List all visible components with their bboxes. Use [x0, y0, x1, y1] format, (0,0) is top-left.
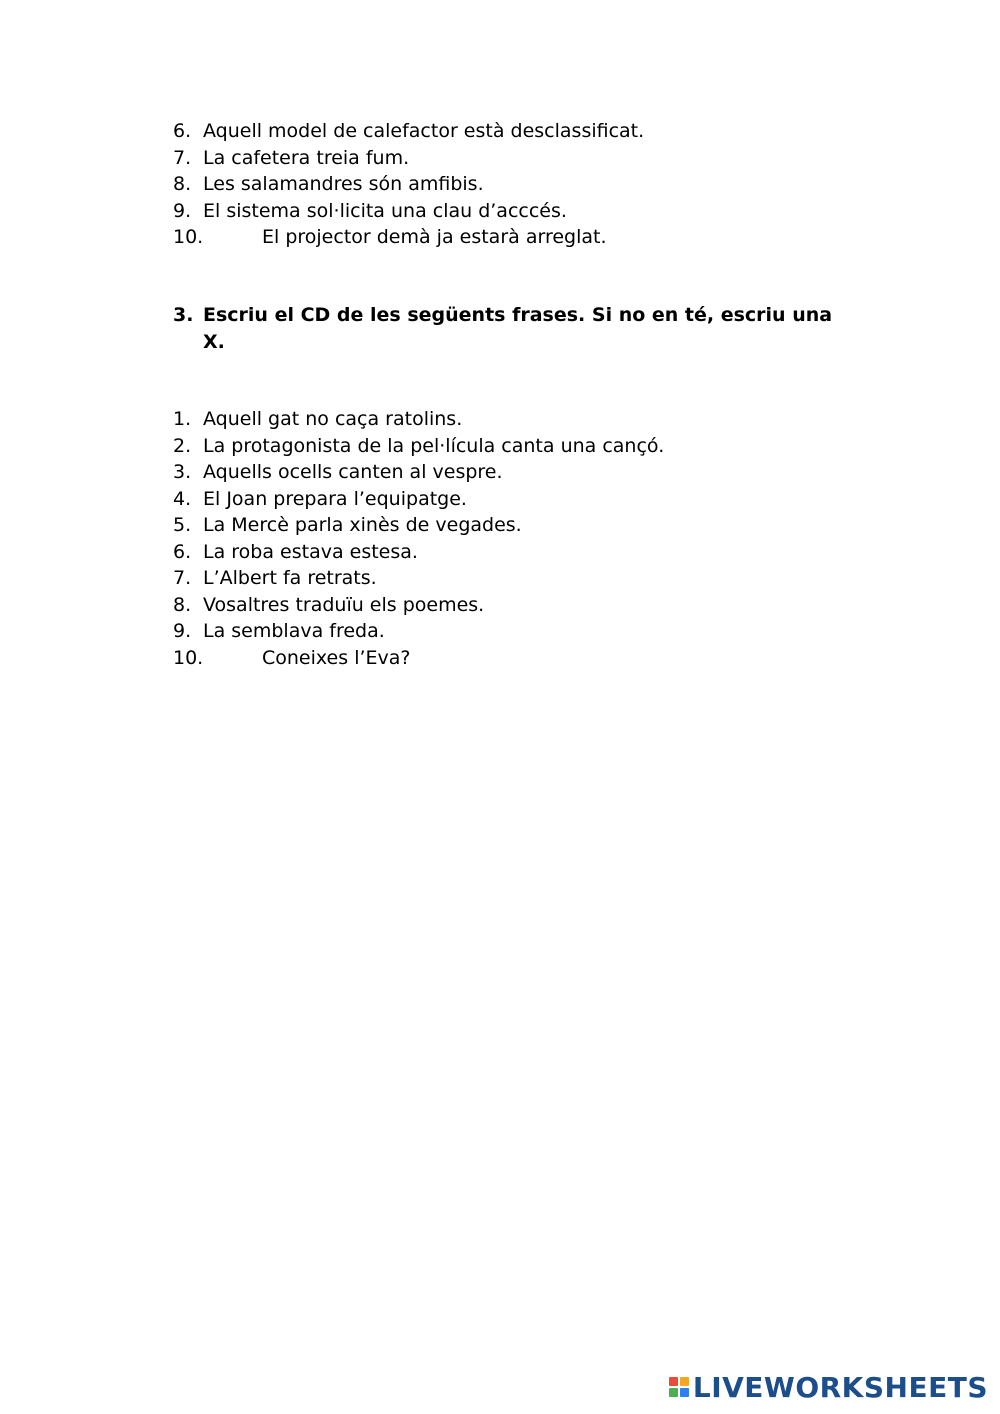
logo-square-green [669, 1388, 678, 1397]
item-text: La cafetera treia fum. [203, 146, 410, 169]
sentence-list-previous [173, 118, 644, 251]
list-item [173, 171, 644, 198]
logo-squares-icon [669, 1377, 689, 1397]
list-item [173, 592, 664, 619]
list-item [173, 618, 664, 645]
logo-square-orange [680, 1377, 689, 1386]
item-text: La protagonista de la pel·lícula canta una cançó. [203, 434, 665, 457]
liveworksheets-logo [669, 1370, 988, 1404]
logo-square-blue [680, 1388, 689, 1397]
item-number: 8. [173, 593, 192, 616]
item-text: La roba estava estesa. [203, 540, 418, 563]
item-text: El projector demà ja estarà arreglat. [262, 226, 607, 248]
item-text: Aquells ocells canten al vespre. [203, 461, 503, 483]
item-text: Les salamandres són amfibis. [203, 173, 484, 195]
item-number: 6. [173, 120, 192, 142]
item-number: 9. [173, 620, 192, 642]
item-number: 6. [173, 540, 192, 563]
sentence-list-exercise-3 [173, 406, 664, 671]
list-item [173, 539, 664, 566]
item-text: El Joan prepara l’equipatge. [203, 487, 467, 510]
logo-text: LIVEWORKSHEETS [692, 1370, 988, 1404]
list-item [173, 406, 664, 433]
item-text: L’Albert fa retrats. [203, 567, 377, 589]
exercise-number: 3. [173, 304, 194, 326]
item-number: 3. [173, 461, 192, 483]
item-number: 1. [173, 408, 192, 430]
list-item [173, 486, 664, 513]
item-text: Aquell model de calefactor està desclassificat. [203, 120, 645, 142]
list-item [173, 512, 664, 539]
item-number: 5. [173, 514, 192, 536]
list-item [173, 459, 664, 486]
item-text: El sistema sol·licita una clau d’acccés. [203, 199, 567, 222]
logo-square-red [669, 1377, 678, 1386]
list-item [173, 645, 664, 672]
list-item [173, 433, 664, 460]
list-item [173, 224, 644, 251]
list-item [173, 198, 644, 225]
item-number: 7. [173, 567, 192, 589]
item-number: 2. [173, 434, 192, 457]
exercise-heading [173, 302, 853, 356]
item-text: Aquell gat no caça ratolins. [203, 408, 463, 430]
item-text: Coneixes l’Eva? [262, 646, 411, 669]
item-number: 9. [173, 199, 192, 222]
item-text: La Mercè parla xinès de vegades. [203, 514, 522, 536]
item-number: 10. [173, 646, 204, 669]
item-text: Vosaltres traduïu els poemes. [203, 593, 485, 616]
exercise-title: Escriu el CD de les següents frases. Si no en té, escriu una X. [203, 304, 833, 353]
list-item [173, 145, 644, 172]
item-number: 4. [173, 487, 192, 510]
list-item [173, 118, 644, 145]
item-number: 10. [173, 226, 204, 248]
item-number: 7. [173, 146, 192, 169]
item-text: La semblava freda. [203, 620, 385, 642]
item-number: 8. [173, 173, 192, 195]
list-item [173, 565, 664, 592]
